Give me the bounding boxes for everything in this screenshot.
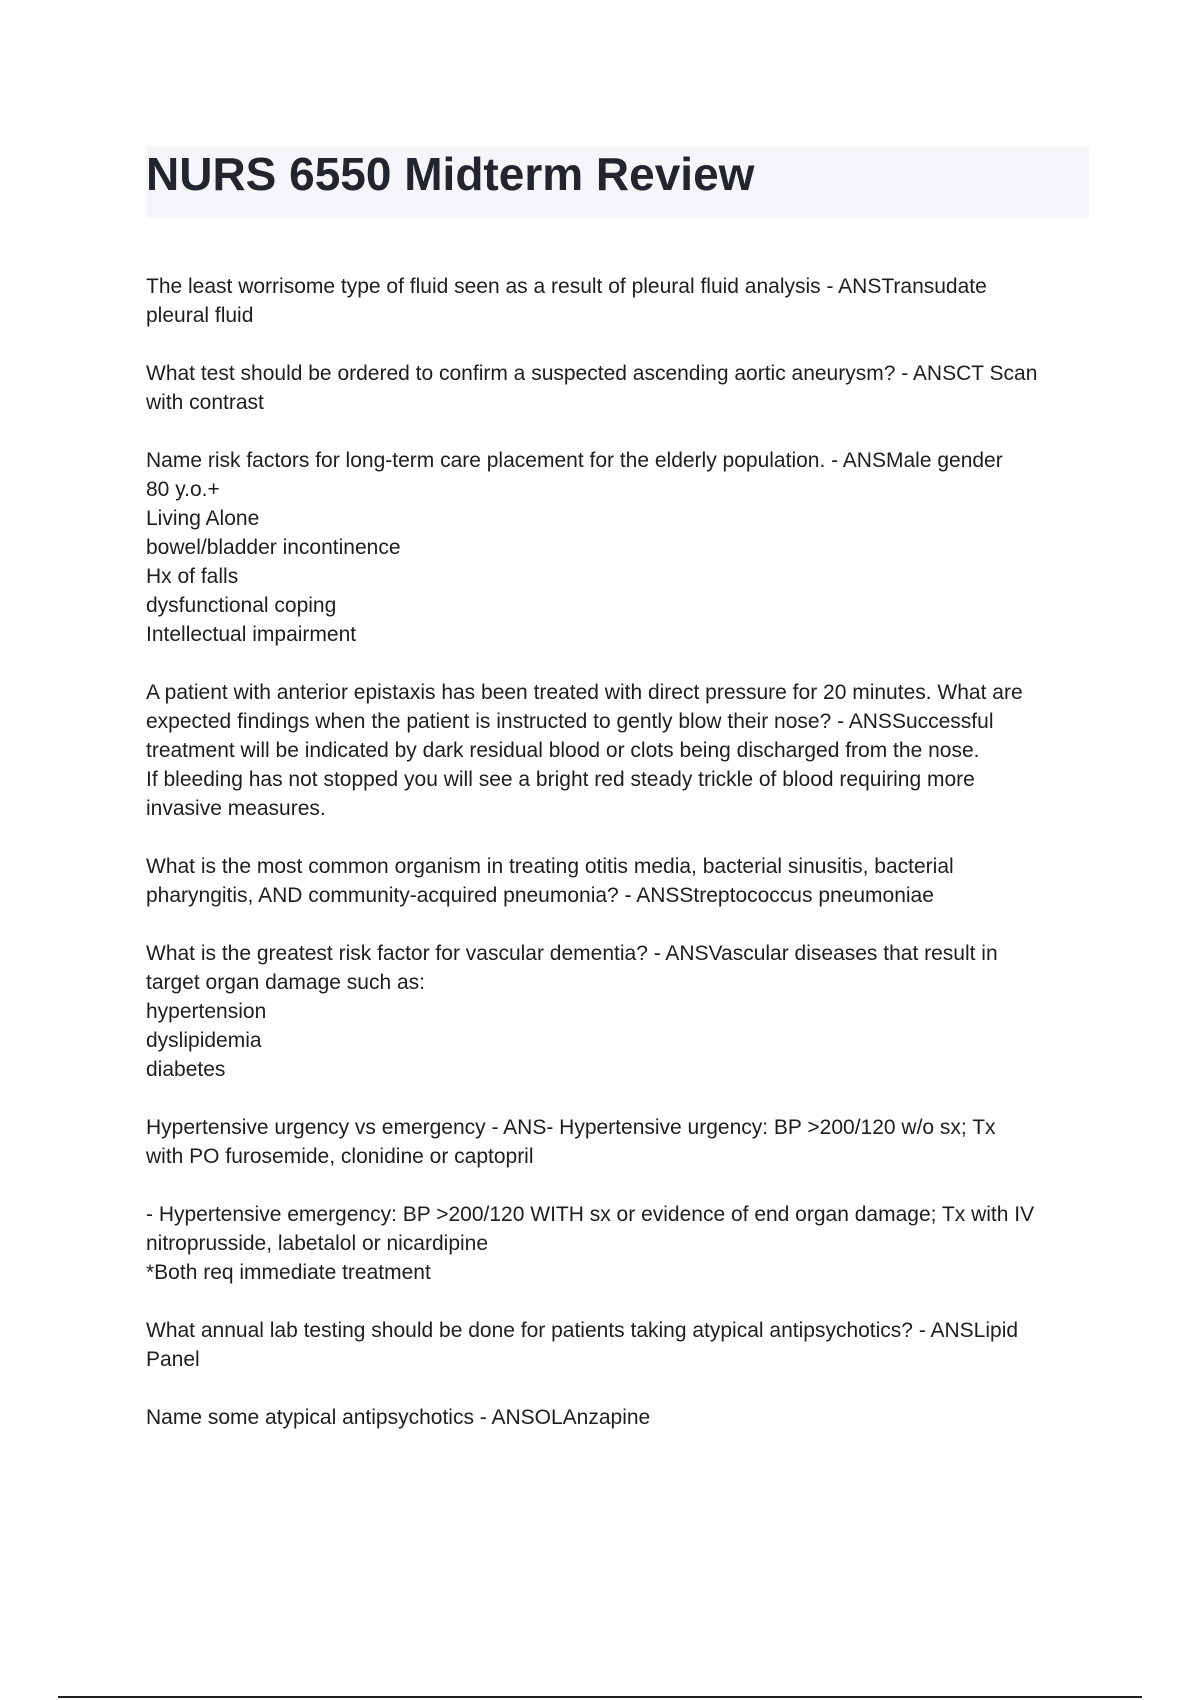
qa-paragraph [146,1113,1096,1171]
qa-paragraph [146,359,1096,417]
paragraph-line: If bleeding has not stopped you will see a bright red steady trickle of blood requiring more [146,768,975,791]
paragraph-line: What annual lab testing should be done for patients taking atypical antipsychotics? - ANSLipid [146,1319,1019,1342]
paragraph-line: Intellectual impairment [146,623,357,646]
paragraph-line: treatment will be indicated by dark residual blood or clots being discharged from the nose. [146,739,980,762]
paragraph-line: target organ damage such as: [146,971,426,994]
paragraph-line: pharyngitis, AND community-acquired pneumonia? - ANSStreptococcus pneumoniae [146,884,934,907]
paragraph-line: What test should be ordered to confirm a suspected ascending aortic aneurysm? - ANSCT Scan [146,362,1038,385]
qa-paragraph [146,1403,1096,1432]
paragraph-line: Name risk factors for long-term care placement for the elderly population. - ANSMale gender [146,449,1003,472]
document-body [146,272,1096,1461]
qa-paragraph [146,446,1096,649]
qa-paragraph [146,1316,1096,1374]
paragraph-line: What is the most common organism in treating otitis media, bacterial sinusitis, bacterial [146,855,954,878]
paragraph-line: Name some atypical antipsychotics - ANSOLAnzapine [146,1406,651,1429]
paragraph-line: 80 y.o.+ [146,478,220,501]
paragraph-line: nitroprusside, labetalol or nicardipine [146,1232,489,1255]
paragraph-line: *Both req immediate treatment [146,1261,431,1284]
qa-paragraph [146,1200,1096,1287]
paragraph-line: invasive measures. [146,797,326,820]
paragraph-line: dysfunctional coping [146,594,337,617]
paragraph-line: bowel/bladder incontinence [146,536,401,559]
document-title: NURS 6550 Midterm Review [146,148,755,200]
qa-paragraph [146,678,1096,823]
paragraph-line: Panel [146,1348,200,1371]
paragraph-line: hypertension [146,1000,267,1023]
paragraph-line: pleural fluid [146,304,254,327]
paragraph-line: dyslipidemia [146,1029,262,1052]
paragraph-line: A patient with anterior epistaxis has been treated with direct pressure for 20 minutes. What are [146,681,1023,704]
qa-paragraph [146,939,1096,1084]
qa-paragraph [146,852,1096,910]
paragraph-line: with PO furosemide, clonidine or captopril [146,1145,534,1168]
paragraph-line: - Hypertensive emergency: BP >200/120 WITH sx or evidence of end organ damage; Tx with IV [146,1203,1035,1226]
paragraph-line: Hx of falls [146,565,239,588]
paragraph-line: The least worrisome type of fluid seen as a result of pleural fluid analysis - ANSTransudate [146,275,987,298]
paragraph-line: expected findings when the patient is instructed to gently blow their nose? - ANSSuccessful [146,710,994,733]
paragraph-line: What is the greatest risk factor for vascular dementia? - ANSVascular diseases that result in [146,942,998,965]
paragraph-line: with contrast [146,391,264,414]
paragraph-line: Living Alone [146,507,260,530]
paragraph-line: Hypertensive urgency vs emergency - ANS- Hypertensive urgency: BP >200/120 w/o sx; Tx [146,1116,996,1139]
footer-divider [58,1696,1142,1698]
qa-paragraph [146,272,1096,330]
paragraph-line: diabetes [146,1058,226,1081]
